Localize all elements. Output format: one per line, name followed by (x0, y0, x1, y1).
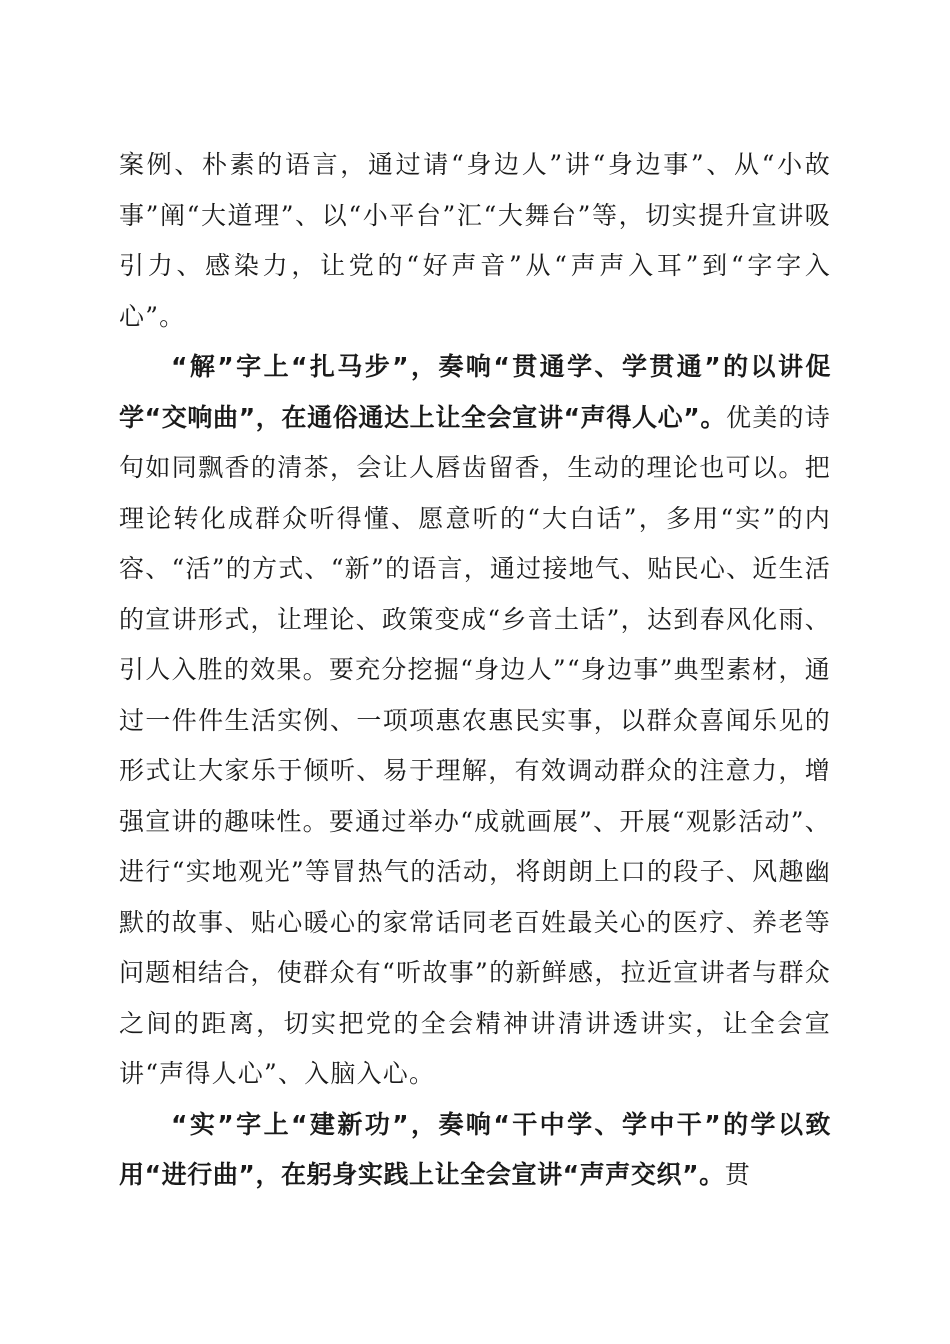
paragraph-shi (119, 1100, 831, 1201)
paragraph-text: 案例、朴素的语言，通过请“身边人”讲“身边事”、从“小故事”阐“大道理”、以“小平台”汇“大舞台”等，切实提升宣讲吸引力、感染力，让党的“好声音”从“声声入耳”到“字字入心”。 (119, 150, 831, 331)
paragraph-jie (119, 342, 831, 1100)
paragraph-text: 贯 (724, 1160, 751, 1189)
paragraph-text: 优美的诗句如同飘香的清茶，会让人唇齿留香，生动的理论也可以。把理论转化成群众听得懂、愿意听的“大白话”，多用“实”的内容、“活”的方式、“新”的语言，通过接地气、贴民心、近生活的宣讲形式，让理论、政策变成“乡音土话”，达到春风化雨、引人入胜的效果。要充分挖掘“身边人”“身边事”典型素材，通过一件件生活实例、一项项惠农惠民实事，以群众喜闻乐见的形式让大家乐于倾听、易于理解，有效调动群众的注意力，增强宣讲的趣味性。要通过举办“成就画展”、开展“观影活动”、进行“实地观光”等冒热气的活动，将朗朗上口的段子、风趣幽默的故事、贴心暖心的家常话同老百姓最关心的医疗、养老等问题相结合，使群众有“听故事”的新鲜感，拉近宣讲者与群众之间的距离，切实把党的全会精神讲清讲透讲实，让全会宣讲“声得人心”、入脑入心。 (119, 402, 831, 1088)
paragraph-lead-heading: “实”字上“建新功”，奏响“干中学、学中干”的学以致用“进行曲”，在躬身实践上让全会宣讲“声声交织”。 (119, 1109, 831, 1189)
paragraph-lead-heading: “解”字上“扎马步”，奏响“贯通学、学贯通”的以讲促学“交响曲”，在通俗通达上让全会宣讲“声得人心”。 (119, 352, 831, 432)
paragraph-continuation (119, 140, 831, 342)
document-body (119, 140, 831, 1201)
